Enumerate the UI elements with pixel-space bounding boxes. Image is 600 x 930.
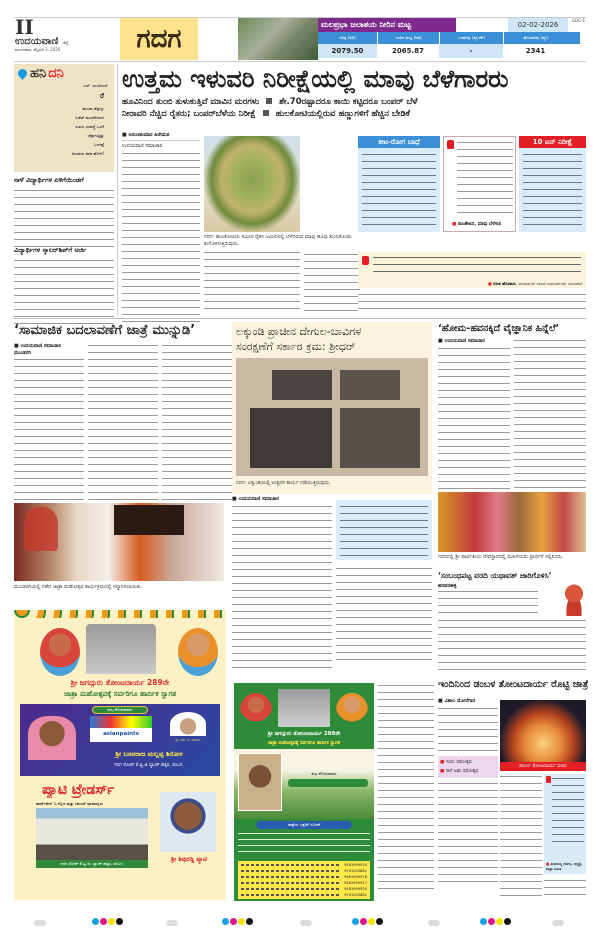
samajika-col1 <box>14 343 84 507</box>
phone-number[interactable]: 9481999920 <box>344 887 367 891</box>
notice-banner: ಜಾತ್ರೆಯ ಭಕ್ತರಿಗೆ ಸೂಚನೆ <box>256 821 352 829</box>
lead-body-col2 <box>204 250 300 312</box>
deck-item: ಶೇ.70ರಷ್ಟಾದರೂ ಕಾಯಿ ಕಟ್ಟಿದರೂ ಬಂಪರ್ ಬೆಳೆ <box>279 97 418 107</box>
column-heading: ರೆ <box>100 92 104 100</box>
brief-body <box>14 258 114 324</box>
highlight-item: ■ ನಾಳೆ ಲಘು ರಥೋತ್ಸವ <box>440 769 479 774</box>
official-name: ಗಿರೀಶ ಹೊಸಮನಿ <box>493 281 516 286</box>
verse-line: ಹುಂಜಾ ಚೆಸ್ಟಾಗ್ತು <box>82 106 104 111</box>
homa-body <box>438 346 510 490</box>
dambal-quote-body <box>552 776 584 848</box>
dambal-quote-box <box>544 774 586 874</box>
advert-jatra-wishes <box>234 683 374 901</box>
excavation-pit <box>340 370 400 400</box>
seer-portrait-right <box>178 628 218 676</box>
seer-portrait-left <box>240 693 272 727</box>
brief-students <box>14 176 114 248</box>
paint-brand-logo <box>90 716 152 742</box>
yield-box-body <box>523 152 582 228</box>
dambal-temple-photo <box>500 700 586 762</box>
registration-mark <box>34 911 46 930</box>
homa-col2 <box>514 338 586 488</box>
mango-photo-caption: ಗದಗ: ಹುಲಕೋಟಿಯ ಸಮೀಪ ರೈತರ ಜಮೀನಿನಲ್ಲಿ ಬೆಳೆದಿರುವ ಮಾವು ಹೂವು ತುಂಬಿಕೊಂಡು ಕಂಗೊಳಿಸುತ್ತಿರುವುದು. <box>204 234 352 247</box>
logo-mark: II <box>15 15 34 39</box>
highlight-item: ■ ಇಂದು ರಥೋತ್ಸವ <box>440 760 472 765</box>
official-quote-box <box>358 252 586 288</box>
report-headline: ‘ಸಂಬಂಧಪಟ್ಟ ವರದಿ ಯಥಾವತ್ ಜಾರಿಗೊಳಿಸಿ’ <box>438 571 552 580</box>
lead-body-tail <box>358 292 586 314</box>
sponsor-panel <box>20 704 220 776</box>
grower-quote-box <box>443 136 516 232</box>
lead-body-text <box>122 151 200 327</box>
reservoir-header-today: ಇಂದಿನ ಮಟ್ಟ (ಅಡಿ) <box>377 32 439 44</box>
quote-attrib-text: ರಾಜಶೇಖರ, ಮಾವು ಬೆಳೆಗಾರ <box>457 222 502 227</box>
phone-row <box>241 892 367 898</box>
ad-title-line2: ಜಾತ್ರಾ ಮಹೋತ್ಸವಕ್ಕೆ ಸರ್ವರಿಗೂ ಹಾರ್ದಿಕ ಸ್ವಾಗತ <box>268 741 340 746</box>
lakkundi-feature <box>232 322 432 494</box>
ad-title-line1: ಶ್ರೀ ಜಗದ್ಗುರು ತೋಂಟದಾರ್ಯ 289ನೇ <box>267 731 341 737</box>
verse-line: ಸುಖದ ಭರವಸ್ಥೆ ಒಂದೆ <box>75 124 104 129</box>
thumbs-up-icon <box>546 776 551 783</box>
thumbs-up-icon <box>362 256 369 265</box>
phone-number[interactable]: 9481999924 <box>344 863 367 867</box>
lead-body-col3 <box>304 252 360 312</box>
registration-mark <box>552 911 564 930</box>
highlight-text: ಇಂದು ರಥೋತ್ಸವ <box>445 760 472 765</box>
square-bullet-icon <box>266 98 272 104</box>
color-registration-dots <box>92 910 124 929</box>
homa-col1 <box>438 338 510 490</box>
registration-mark <box>428 911 440 930</box>
marigold-garland <box>14 610 226 618</box>
excavation-pit <box>250 408 332 468</box>
registration-mark <box>166 911 178 930</box>
sponsor-portrait-right <box>170 712 206 736</box>
attrib-text: ಪೀಠದಯ್ಯ ಗದಗಿನ, ಅಧ್ಯಕ್ಷ, ಜಾತ್ರಾ ಸಮಿತಿ <box>546 862 583 871</box>
highlight-text: ನಾಳೆ ಲಘು ರಥೋತ್ಸವ <box>445 769 479 774</box>
homa-photo-caption: ಗದಗದಲ್ಲಿ ಶ್ರೀ ಪಾರ್ವತೀಯ ದೇವಸ್ಥಾನದಲ್ಲಿ ಮಹಿಳೆಯರು ಪ್ರಾರ್ಥನೆ ಸಲ್ಲಿಸಿದರು. <box>438 554 564 560</box>
portrait-banner <box>24 507 58 551</box>
reservoir-header-max: ಗರಿಷ್ಠ (ಅಡಿ) <box>339 35 356 40</box>
dambal-lead-column <box>378 683 434 898</box>
officer-name-banner <box>288 779 368 787</box>
ad-title-line2: ಜಾತ್ರಾ ಮಹೋತ್ಸವಕ್ಕೆ ಸರ್ವರಿಗೂ ಹಾರ್ದಿಕ ಸ್ವಾಗತ <box>64 690 176 698</box>
square-bullet-icon <box>263 110 269 116</box>
samajika-photo-caption: ಮುಂಡರಗಿಯಲ್ಲಿ ನಡೆದ ಜಾತ್ರಾ ಮಹೋತ್ಸವ ಕಾರ್ಯಕ್ರಮದಲ್ಲಿ ಸನ್ಮಾನಿಸಲಾಯಿತು. <box>14 584 143 590</box>
reservoir-value-inflow: - <box>439 44 503 58</box>
mango-tree-photo <box>204 136 300 232</box>
report-body-text <box>438 589 538 619</box>
reservoir-value-outflow: 2341 <box>503 44 568 58</box>
reservoir-table <box>318 18 580 60</box>
shop-address: ಗದಗ ರೋಡ್ ಕೆ.ವ್ಹಿ.ಜಿ. ಬ್ಯಾಂಕ್ ಹತ್ತಿರ, ಡಂಬಳ. <box>36 860 148 868</box>
seer-portrait-left <box>40 628 80 676</box>
advert-pyati-traders <box>14 610 226 900</box>
dambal-headline: ಇಂದಿನಿಂದ ಡಂಬಳ ತೋಂಟದಾರ್ಯ ರೊಟ್ಟಿ ಜಾತ್ರೆ <box>438 679 588 690</box>
brief-body <box>14 188 114 248</box>
kicker-text: ಉದಯವಾಣಿ ಸಮಾಚಾರ <box>20 343 61 349</box>
temple-gate-image <box>86 624 156 674</box>
edition-tag: ಜಿಲ್ಲೆ <box>62 40 69 45</box>
verse-line: ಒಂದಷ್ಟೆ <box>93 142 104 147</box>
official-quote-attribution: ■ ಗಿರೀಶ ಹೊಸಮನಿ, ತೋಟಗಾರಿಕೆ ಇಲಾಖೆ ಉಪನಿರ್ದೇಶಕ, ಹೊಸಪೇಟೆ <box>487 281 582 286</box>
page-code: GDG E <box>572 18 586 23</box>
excavation-pit <box>340 408 420 468</box>
reservoir-value-max: 2079.50 <box>318 44 377 58</box>
brief-heading: ವಿದ್ಯಾರ್ಥಿಗಳ ಸ್ಕಾಲರ್‌ಶಿಪ್‌ಗೆ ಅರ್ಜಿ <box>14 246 87 254</box>
reservoir-date: 02-02-2026 <box>508 18 568 32</box>
owner-portrait <box>160 792 216 852</box>
dambal-body-col2 <box>500 774 542 900</box>
ad-title-line1: ಶ್ರೀ ಜಗದ್ಗುರು ತೋಂಟದಾರ್ಯ 289ನೇ <box>70 678 170 687</box>
column-divider <box>117 64 118 316</box>
phone-number[interactable]: 9481999917 <box>344 881 367 885</box>
owner-name: ಶ್ರೀ ಶಿವುರಡ್ಡಿ ಪ್ಯಾಟಿ <box>171 856 207 863</box>
color-registration-dots <box>480 910 512 929</box>
pest-box-title: ಕೀಟ-ರೋಗ ಬಾಧೆ <box>358 136 440 148</box>
homa-kicker: ■ ಉದಯವಾಣಿ ಸಮಾಚಾರ <box>438 338 485 344</box>
wishes-badge: ಶುಭ ಕೋರುವವರು <box>311 771 337 776</box>
phone-number[interactable]: 9741000881 <box>344 893 367 897</box>
thumbs-up-icon <box>447 140 454 149</box>
sponsor-address: ಗದಗ ರೋಡ್ ಕೆ.ವ್ಹಿ.ಜಿ ಬ್ಯಾಂಕ್ ಹತ್ತಿರ, ಡಂಬಳ. <box>114 763 184 768</box>
verse-line: ಬಜೆಟ್ ಮಂಡನೆಯಾಗ <box>74 115 104 120</box>
dambal-body-cont <box>438 781 498 883</box>
district-name: ಗದಗ <box>136 23 182 54</box>
excavation-pit <box>272 370 332 400</box>
lead-deck <box>122 96 592 120</box>
shop-subtitle: ಹಾರ್ಡ್‌ವೇರ್ & ಕಬ್ಬಿಣ ಮತ್ತು ಸಿಮೆಂಟ್ ವ್ಯಾಪಾರಸ್ಥರು <box>36 801 103 806</box>
pest-box-body <box>362 152 436 228</box>
samajika-body <box>14 357 84 507</box>
dambal-col1 <box>438 698 498 883</box>
seer-portrait-right <box>336 693 368 727</box>
sponsor-portrait-left <box>28 716 76 760</box>
section-rule <box>14 318 586 319</box>
date-line: ಮಂಗಳವಾರ, ಫೆಬ್ರವರಿ 3, 2026 <box>15 47 61 52</box>
samajika-event-photo <box>14 503 224 581</box>
lakkundi-highlight-box <box>336 500 432 560</box>
official-quote-body <box>373 255 581 277</box>
report-body-cont <box>438 618 586 674</box>
masthead-logo <box>15 15 115 60</box>
quote-body <box>457 140 513 214</box>
samajika-kicker: ■ ಉದಯವಾಣಿ ಸಮಾಚಾರ <box>14 343 61 349</box>
samajika-headline: ‘ಸಾಮಾಜಿಕ ಬದಲಾವಣೆಗೆ ಜಾತ್ರೆ ಮುನ್ನುಡಿ’ <box>14 323 196 338</box>
shop-name: ಪ್ಯಾಟಿ ಟ್ರೇಡರ್ಸ್ <box>42 782 115 798</box>
reservoir-header-inflow: ಒಳಹರಿವು (ಕ್ಯೂಸೆಕ್) <box>439 32 503 44</box>
brief-heading: ನಾಳೆ ವಿದ್ಯಾರ್ಥಿಗಳ ಏಳಿಗೆಯಿಂಡಗೆ <box>14 176 84 184</box>
pest-disease-box <box>358 136 440 232</box>
dani-title: ದನಿ <box>48 66 64 81</box>
hani-title: ಹನಿ <box>30 66 47 81</box>
report-dateline: ಹರಪನಹಳ್ಳಿ <box>438 583 457 589</box>
dambal-photo-caption: ಡಂಬಳ: ತೋಂಟದಾರ್ಯ ಮಠದ <box>500 762 586 771</box>
report-portrait-photo <box>562 584 586 616</box>
quote-attribution: ■ ರಾಜಶೇಖರ, ಮಾವು ಬೆಳೆಗಾರ <box>452 222 502 227</box>
lakkundi-headline-line2: ಸಂರಕ್ಷಣೆಗೆ ಸರ್ಕಾರ ಕ್ರಮ: ಶ್ರೀಧರ್ <box>236 340 356 353</box>
report-body <box>438 583 538 619</box>
kicker-text: ವಿಶಾಲ ಮೋರೆಗಾರ <box>444 698 476 704</box>
dambal-kicker: ■ ವಿಶಾಲ ಮೋರೆಗಾರ <box>438 698 476 704</box>
verse-line: ಚೆಸ್ಟಾಗುತ್ತಿತ್ತು <box>87 133 104 138</box>
registration-mark <box>300 911 312 930</box>
notice-list <box>238 831 370 855</box>
official-role: ತೋಟಗಾರಿಕೆ ಇಲಾಖೆ ಉಪನಿರ್ದೇಶಕ, ಹೊಸಪೇಟೆ <box>518 281 582 286</box>
dambal-lead-text <box>378 683 434 893</box>
paper-name: ಉದಯವಾಣಿ <box>15 36 59 47</box>
brand-name: asianpaints <box>103 731 139 737</box>
color-registration-dots <box>352 910 384 929</box>
color-registration-dots <box>222 910 254 929</box>
column-author: ಎಚ್. ಡುಂಡಿರಾಜ್ <box>83 83 108 88</box>
verse-line: ಅಯಾಯ ಕರಡ ಹೋಗೆ! <box>71 151 104 156</box>
lakkundi-photo-caption: ಗದಗ: ಲಕ್ಕುಂಡಿಯಲ್ಲಿ ಉತ್ಖನನ ಕಾರ್ಯ ನಡೆಯುತ್ತಿರುವುದು. <box>236 480 331 486</box>
hani-dani-column <box>14 64 114 172</box>
yield-box-title: 10 ಟನ್ ನಿರೀಕ್ಷೆ <box>519 136 586 148</box>
deck-item: ಹೂವಿನಿಂದ ತುಂಬಿ ತುಳುಕುತ್ತಿವೆ ಮಾವಿನ ಮರಗಳು <box>122 97 260 107</box>
lakkundi-body <box>232 496 332 670</box>
deck-item: ಹುಲಕೋಟಿಯಲ್ಲಿರುವ ಹಣ್ಣುಗಳಿಗೆ ಹೆಚ್ಚಿನ ಬೇಡಿಕೆ <box>275 109 410 119</box>
phone-number[interactable]: 9741000881 <box>344 869 367 873</box>
lakkundi-kicker: ■ ಉದಯವಾಣಿ ಸಮಾಚಾರ <box>232 496 279 502</box>
lead-byline: ಉದಯವಾಣಿ ಸಮಾಚಾರ <box>122 143 163 149</box>
reservoir-photo <box>238 18 318 60</box>
highlight-box-body <box>340 504 428 556</box>
lakkundi-body-col2 <box>336 566 432 666</box>
samajika-col3 <box>162 343 232 505</box>
water-drop-icon <box>16 67 29 80</box>
deck-item: ನೀರಾವರಿ ನೆಚ್ಚಿದ ರೈತರು; ಬಂಪರ್‌ಬೆಳೆಯ ನಿರೀಕ್ಷೆ <box>122 109 256 119</box>
kicker-text: ಉದಯವಾಣಿ ಸಮಾಚಾರ <box>238 496 279 502</box>
dambal-quote-attribution: ■ ಪೀಠದಯ್ಯ ಗದಗಿನ, ಅಧ್ಯಕ್ಷ, ಜಾತ್ರಾ ಸಮಿತಿ <box>546 862 583 871</box>
reservoir-value-today: 2065.87 <box>377 44 439 58</box>
sponsor-name: ಶ್ರೀ ಬಸವರಾಜ ಮಲ್ಲಪ್ಪ ಶಿರೋಳ <box>115 750 183 758</box>
lead-body-col1 <box>122 132 200 327</box>
reservoir-header-outflow: ಹೊರಹರಿವು (ಕ್ಯೂ) <box>503 32 568 44</box>
homa-headline: ‘ಹೋಮ-ಹವನಕ್ಕಿದೆ ವೈಜ್ಞಾನಿಕ ಹಿನ್ನೆಲೆ’ <box>438 323 560 334</box>
temple-gate-image <box>278 689 330 727</box>
dambal-body-tail <box>544 878 586 900</box>
samajika-col2 <box>88 343 158 505</box>
phone-list <box>238 861 370 899</box>
kicker-text: ಉದಯವಾಣಿ ಸಮಾಚಾರ <box>444 338 485 344</box>
lakkundi-headline-line1: ಲಕ್ಕುಂಡಿ ಪ್ರಾಚೀನ ದೇಗುಲ-ಬಾವಿಗಳ <box>236 325 362 338</box>
dambal-body <box>438 706 498 754</box>
kicker-text: ಅರುಣಕುಮಾರ ಹಿರೇಮಠ <box>128 132 170 138</box>
yield-expectation-box <box>519 136 586 232</box>
phone-number[interactable]: 9481999918 <box>344 875 367 879</box>
shop-photo <box>36 808 148 860</box>
district-banner <box>120 18 198 60</box>
homa-ritual-photo <box>438 492 586 552</box>
lakkundi-body-text <box>232 504 332 670</box>
right-person-name: ಶ್ರೀ ಎಚ್. ಕೆ. ಪಾಟೀಲ <box>175 738 201 742</box>
reservoir-title: ಮಲಪ್ರಭಾ ಜಲಾಶಯ ನೀರಿನ ಮಟ್ಟ <box>318 18 456 32</box>
excavation-photo <box>236 358 428 476</box>
officer-portrait <box>238 753 282 811</box>
brief-scholarship <box>14 246 114 324</box>
wishes-badge: ಶುಭ ಕೋರುವವರು <box>92 706 148 714</box>
lead-headline: ಉತ್ತಮ ಇಳುವರಿ ನಿರೀಕ್ಷೆಯಲ್ಲಿ ಮಾವು ಬೆಳೆಗಾರರು <box>122 65 509 93</box>
dambal-highlights <box>438 756 498 778</box>
samajika-dateline: ಮುಂಡರಗಿ <box>14 350 32 356</box>
stage-backdrop <box>114 505 184 535</box>
masthead-bottom-rule <box>14 61 586 62</box>
lead-kicker: ■ ಅರುಣಕುಮಾರ ಹಿರೇಮಠ <box>122 132 170 138</box>
